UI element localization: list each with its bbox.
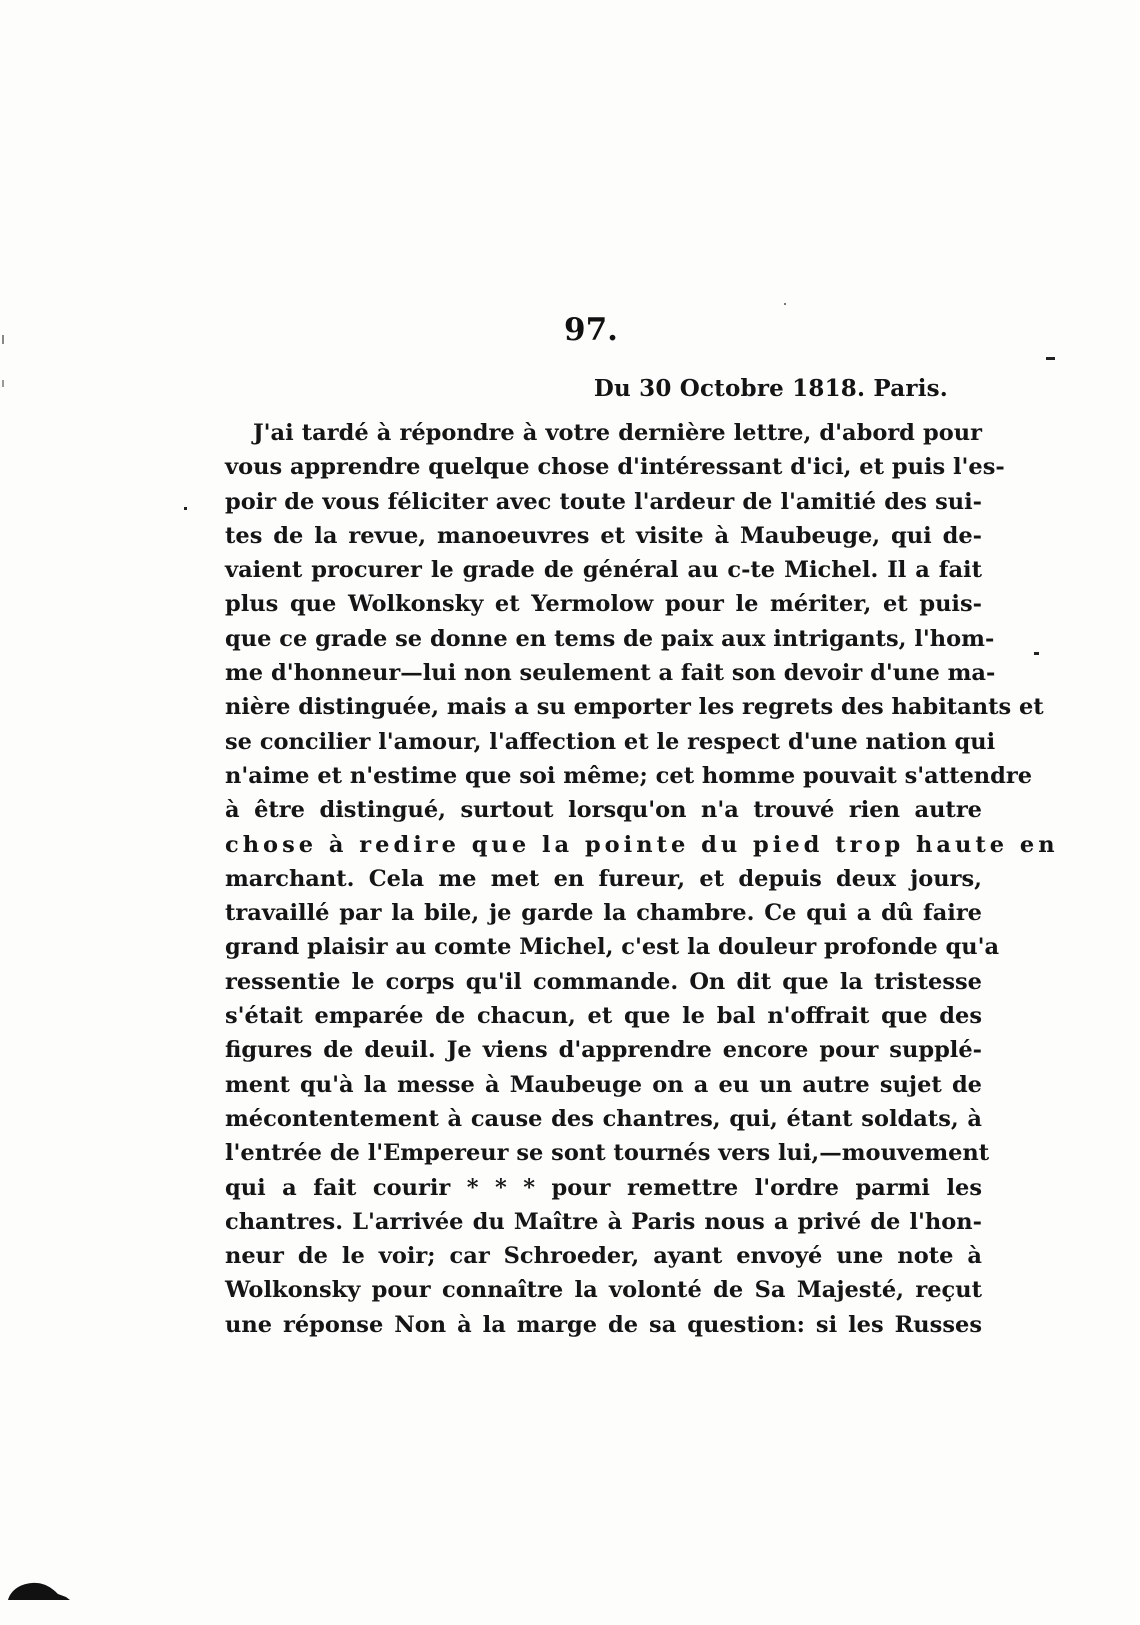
scan-speck [784, 303, 786, 305]
scan-speck [2, 380, 4, 387]
letter-body [225, 416, 1059, 1342]
dateline: Du 30 Octobre 1818. Paris. [593, 375, 948, 402]
body-line: travaillé par la bile, je garde la chambre. Ce qui a dû faire [225, 900, 982, 927]
body-line: ment qu'à la messe à Maubeuge on a eu un autre sujet de [225, 1071, 982, 1098]
body-line: l'entrée de l'Empereur se sont tournés vers lui,—mouvement [225, 1140, 990, 1167]
body-line: Wolkonsky pour connaître la volonté de Sa Majesté, reçut [225, 1277, 982, 1304]
body-line: vous apprendre quelque chose d'intéressant d'ici, et puis l'es- [225, 454, 1005, 481]
body-line: grand plaisir au comte Michel, c'est la douleur profonde qu'a [225, 934, 1000, 961]
scan-speck [2, 335, 4, 344]
body-line: poir de vous féliciter avec toute l'ardeur de l'amitié des sui- [225, 488, 982, 515]
scan-speck [1046, 357, 1055, 360]
body-line: marchant. Cela me met en fureur, et depuis deux jours, [225, 865, 982, 892]
body-line: vaient procurer le grade de général au c-te Michel. Il a fait [225, 557, 982, 584]
body-line: que ce grade se donne en tems de paix aux intrigants, l'hom- [225, 625, 995, 652]
body-line: une réponse Non à la marge de sa question: si les Russes [225, 1311, 982, 1338]
body-line: qui a fait courir * * * pour remettre l'ordre parmi les [225, 1174, 982, 1201]
body-line: se concilier l'amour, l'affection et le respect d'une nation qui [225, 728, 996, 755]
body-line: mécontentement à cause des chantres, qui, étant soldats, à [225, 1105, 982, 1132]
body-line: neur de le voir; car Schroeder, ayant envoyé une note à [225, 1243, 982, 1270]
body-line: figures de deuil. Je viens d'apprendre encore pour supplé- [225, 1037, 982, 1064]
scan-speck [1034, 652, 1039, 655]
scan-blot [8, 1578, 70, 1600]
letter-number: 97. [564, 312, 618, 348]
body-line: chose à redire que la pointe du pied trop haute en [225, 831, 1059, 858]
body-line: J'ai tardé à répondre à votre dernière lettre, d'abord pour [253, 420, 982, 446]
scan-speck [184, 507, 187, 510]
body-line: plus que Wolkonsky et Yermolow pour le mériter, et puis- [225, 591, 982, 618]
body-line: n'aime et n'estime que soi même; cet homme pouvait s'attendre [225, 762, 1033, 789]
body-line: à être distingué, surtout lorsqu'on n'a trouvé rien autre [225, 797, 982, 824]
body-line: chantres. L'arrivée du Maître à Paris nous a privé de l'hon- [225, 1208, 982, 1235]
body-line: ressentie le corps qu'il commande. On dit que la tristesse [225, 968, 982, 995]
body-line: tes de la revue, manoeuvres et visite à Maubeuge, qui de- [225, 522, 982, 549]
body-line: me d'honneur—lui non seulement a fait son devoir d'une ma- [225, 660, 996, 687]
body-line: nière distinguée, mais a su emporter les regrets des habitants et [225, 694, 1044, 721]
body-line: s'était emparée de chacun, et que le bal n'offrait que des [225, 1003, 982, 1030]
